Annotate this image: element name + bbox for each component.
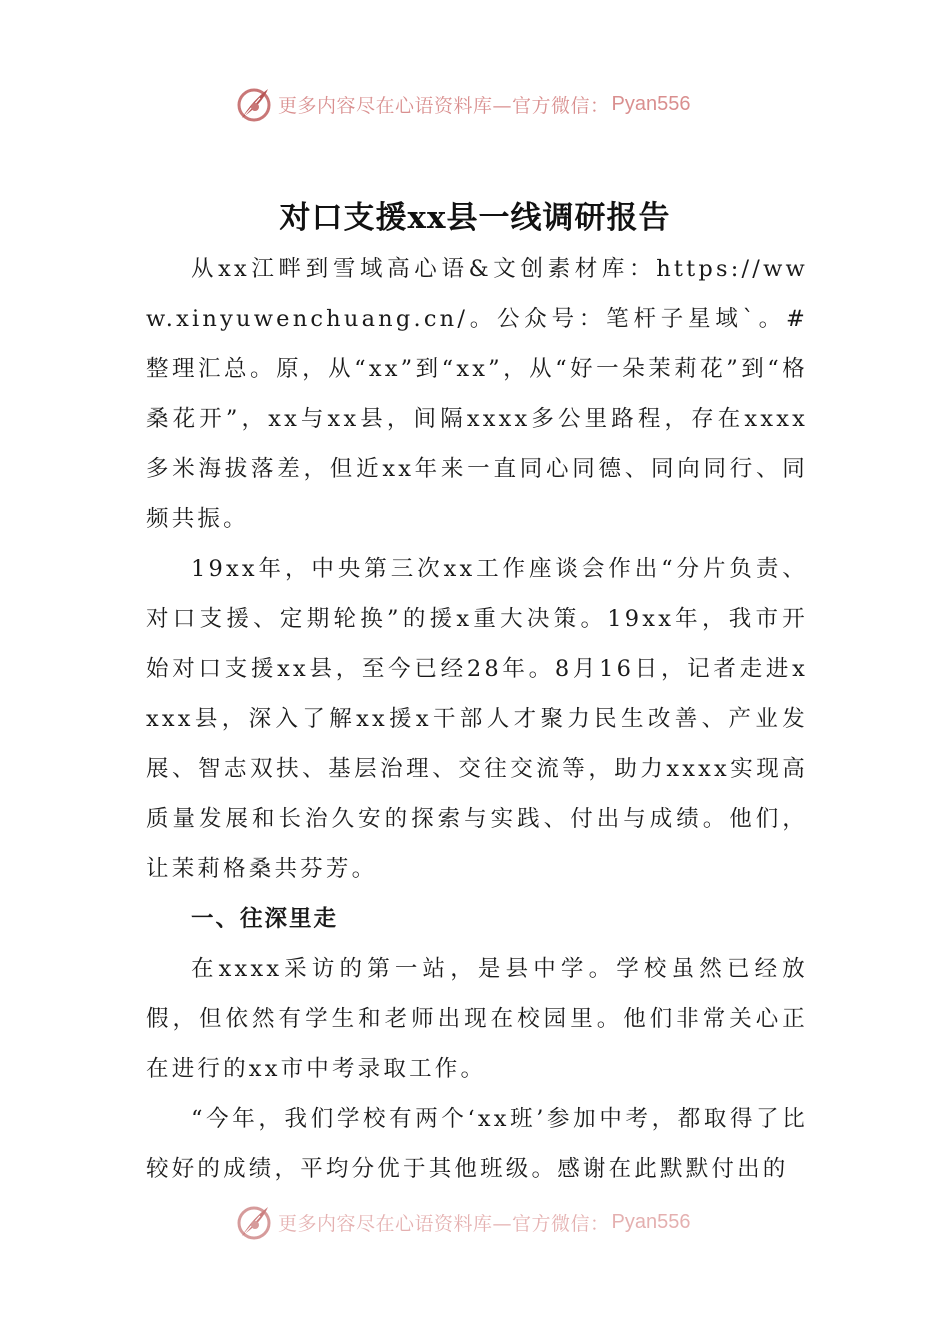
paragraph: 从xx江畔到雪域高心语&文创素材库：https://www.xinyuwenchuang.cn/。公众号：笔杆子星域`。#整理汇总。原，从“xx”到“xx”，从“好一朵茉莉花”到“格桑花开”，xx与xx县，间隔xxxx多公里路程，存在xxxx多米海拔落差，但近xx年来一直同心同德、同向同行、同频共振。: [146, 256, 808, 532]
paragraph: 在xxxx采访的第一站，是县中学。学校虽然已经放假，但依然有学生和老师出现在校园里。他们非常关心正在进行的xx市中考录取工作。: [146, 956, 808, 1082]
paragraph: “今年，我们学校有两个‘xx班’参加中考，都取得了比较好的成绩，平均分优于其他班级。感谢在此默默付出的: [146, 1106, 808, 1182]
footer-watermark: [234, 1202, 690, 1242]
quill-pen-circle-icon: [234, 1202, 274, 1242]
header-watermark: [234, 84, 690, 124]
watermark-text: 更多内容尽在心语资料库—官方微信：: [278, 1212, 610, 1235]
quill-pen-circle-icon: [234, 84, 274, 124]
document-body: [146, 244, 808, 1194]
section-heading: 一、往深里走: [191, 906, 339, 932]
paragraph: 19xx年，中央第三次xx工作座谈会作出“分片负责、对口支援、定期轮换”的援x重大决策。19xx年，我市开始对口支援xx县，至今已经28年。8月16日，记者走进xxxx县，深入了解xx援x干部人才聚力民生改善、产业发展、智志双扶、基层治理、交往交流等，助力xxxx实现高质量发展和长治久安的探索与实践、付出与成绩。他们，让茉莉格桑共芬芳。: [146, 556, 808, 882]
watermark-wechat-id: Pyan556: [611, 1210, 691, 1233]
watermark-text: 更多内容尽在心语资料库—官方微信：: [278, 94, 610, 117]
document-title: 对口支援xx县一线调研报告: [279, 200, 671, 236]
watermark-wechat-id: Pyan556: [611, 92, 691, 115]
